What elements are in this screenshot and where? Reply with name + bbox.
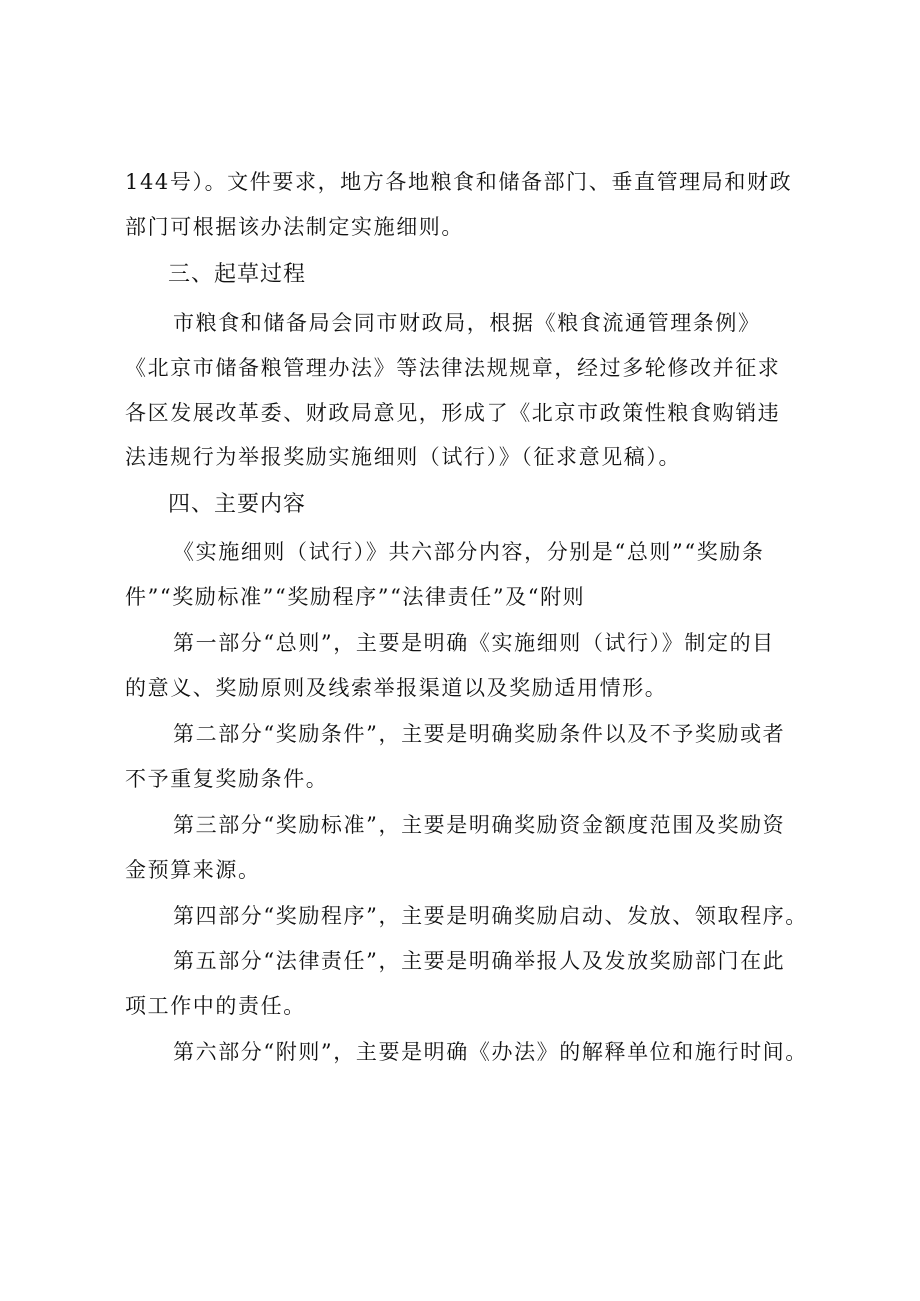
paragraph-line: 《北京市储备粮管理办法》等法律法规规章，经过多轮修改并征求 bbox=[125, 356, 781, 380]
paragraph-line: 金预算来源。 bbox=[125, 858, 261, 882]
paragraph-line: 的意义、奖励原则及线索举报渠道以及奖励适用情形。 bbox=[125, 676, 668, 700]
paragraph-line: 法违规行为举报奖励实施细则（试行）》（征求意见稿）。 bbox=[125, 445, 682, 469]
section-heading-drafting-process: 三、起草过程 bbox=[168, 262, 307, 287]
paragraph-line: 件”“奖励标准”“奖励程序”“法律责任”及“附则 bbox=[125, 585, 586, 609]
paragraph-line: 第五部分“法律责任”，主要是明确举报人及发放奖励部门在此 bbox=[173, 949, 786, 973]
paragraph-line: 第三部分“奖励标准”，主要是明确奖励资金额度范围及奖励资 bbox=[173, 813, 786, 837]
paragraph-line: 第一部分“总则”，主要是明确《实施细则（试行）》制定的目 bbox=[173, 631, 775, 655]
paragraph-line: 第二部分“奖励条件”，主要是明确奖励条件以及不予奖励或者 bbox=[173, 722, 786, 746]
paragraph-line: 第四部分“奖励程序”，主要是明确奖励启动、发放、领取程序。 bbox=[173, 904, 808, 928]
section-heading-main-content: 四、主要内容 bbox=[168, 492, 307, 517]
paragraph-line: 市粮食和储备局会同市财政局，根据《粮食流通管理条例》 bbox=[173, 311, 761, 335]
paragraph-line: 各区发展改革委、财政局意见，形成了《北京市政策性粮食购销违 bbox=[125, 401, 781, 425]
paragraph-line: 部门可根据该办法制定实施细则。 bbox=[125, 215, 464, 239]
paragraph-line: 第六部分“附则”，主要是明确《办法》的解释单位和施行时间。 bbox=[173, 1040, 808, 1064]
paragraph-line: 《实施细则（试行）》共六部分内容，分别是“总则”“奖励条 bbox=[173, 540, 765, 564]
paragraph-line: 项工作中的责任。 bbox=[125, 994, 306, 1018]
paragraph-line: 不予重复奖励条件。 bbox=[125, 767, 329, 791]
paragraph-line: 144号）。文件要求，地方各地粮食和储备部门、垂直管理局和财政 bbox=[125, 170, 793, 194]
